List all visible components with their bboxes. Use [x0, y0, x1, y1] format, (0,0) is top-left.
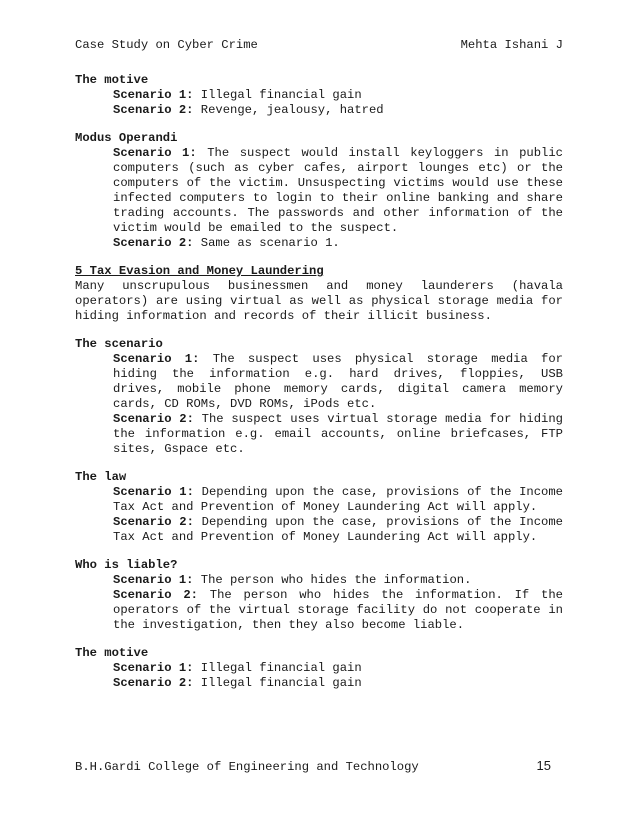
- scenario-text: Illegal financial gain: [200, 676, 362, 690]
- scenario-label: Scenario 2:: [113, 588, 198, 602]
- scenario-1: [75, 661, 563, 676]
- scenario-text: Depending upon the case, provisions of the Income Tax Act and Prevention of Money Laundering Act will apply.: [113, 515, 564, 544]
- scenario-label: Scenario 1:: [113, 352, 200, 366]
- scenario-label: Scenario 1:: [113, 661, 194, 675]
- scenario-label: Scenario 1:: [113, 146, 197, 160]
- scenario-text: Same as scenario 1.: [200, 236, 340, 250]
- scenario-label: Scenario 2:: [113, 103, 194, 117]
- document-title: Case Study on Cyber Crime: [75, 38, 258, 52]
- section-heading: The law: [75, 470, 127, 484]
- scenario-1: [75, 352, 563, 412]
- scenario-2: [75, 588, 563, 633]
- scenario-2: [75, 515, 563, 545]
- section-heading: The motive: [75, 73, 149, 87]
- scenario-2: [75, 412, 563, 457]
- tax-evasion-section: [75, 264, 563, 324]
- scenario-text: The person who hides the information. If the operators of the virtual storage facility do not cooperate in the investigation, then they also become liable.: [113, 588, 563, 632]
- scenario-text: The person who hides the information.: [200, 573, 472, 587]
- scenario-text: Illegal financial gain: [200, 661, 362, 675]
- scenario-label: Scenario 2:: [113, 676, 194, 690]
- institution-name: B.H.Gardi College of Engineering and Technology: [75, 760, 419, 774]
- scenario-1: [75, 485, 563, 515]
- intro-paragraph: Many unscrupulous businessmen and money launderers (havala operators) are using virtual as well as physical storage media for hiding information and records of their illicit business.: [75, 279, 563, 323]
- modus-operandi-section: [75, 131, 563, 251]
- motive-section: [75, 73, 563, 118]
- page-number: 15: [536, 758, 551, 773]
- scenario-label: Scenario 2:: [113, 412, 194, 426]
- scenario-text: Depending upon the case, provisions of the Income Tax Act and Prevention of Money Laundering Act will apply.: [113, 485, 564, 514]
- author-name: Mehta Ishani J: [460, 38, 563, 52]
- scenario-section: [75, 337, 563, 457]
- section-heading: The scenario: [75, 337, 163, 351]
- section-heading: Who is liable?: [75, 558, 178, 572]
- law-section: [75, 470, 563, 545]
- section-heading: Modus Operandi: [75, 131, 178, 145]
- scenario-label: Scenario 1:: [113, 573, 194, 587]
- page-header: [75, 38, 563, 54]
- chapter-heading: 5 Tax Evasion and Money Laundering: [75, 264, 324, 278]
- scenario-label: Scenario 1:: [113, 88, 194, 102]
- scenario-text: Illegal financial gain: [200, 88, 362, 102]
- scenario-text: Revenge, jealousy, hatred: [200, 103, 384, 117]
- scenario-2: [75, 236, 563, 251]
- page-content: [75, 73, 563, 704]
- scenario-text: The suspect uses physical storage media for hiding the information e.g. hard drives, floppies, USB drives, mobile phone memory cards, digital camera memory cards, CD ROMs, DVD ROMs, iPods etc.: [113, 352, 563, 411]
- scenario-1: [75, 88, 563, 103]
- motive-section-2: [75, 646, 563, 691]
- scenario-label: Scenario 1:: [113, 485, 194, 499]
- page-footer: [75, 758, 563, 774]
- scenario-text: The suspect uses virtual storage media for hiding the information e.g. email accounts, online briefcases, FTP sites, Gspace etc.: [113, 412, 564, 456]
- scenario-text: The suspect would install keyloggers in public computers (such as cyber cafes, airport lounges etc) or the computers of the victim. Unsuspecting victims would use these infected computers to login to their online banking and share trading accounts. The passwords and other information of the victim would be emailed to the suspect.: [113, 146, 564, 235]
- scenario-1: [75, 573, 563, 588]
- section-heading: The motive: [75, 646, 149, 660]
- scenario-label: Scenario 2:: [113, 236, 194, 250]
- scenario-1: [75, 146, 563, 236]
- scenario-2: [75, 103, 563, 118]
- scenario-2: [75, 676, 563, 691]
- liability-section: [75, 558, 563, 633]
- scenario-label: Scenario 2:: [113, 515, 194, 529]
